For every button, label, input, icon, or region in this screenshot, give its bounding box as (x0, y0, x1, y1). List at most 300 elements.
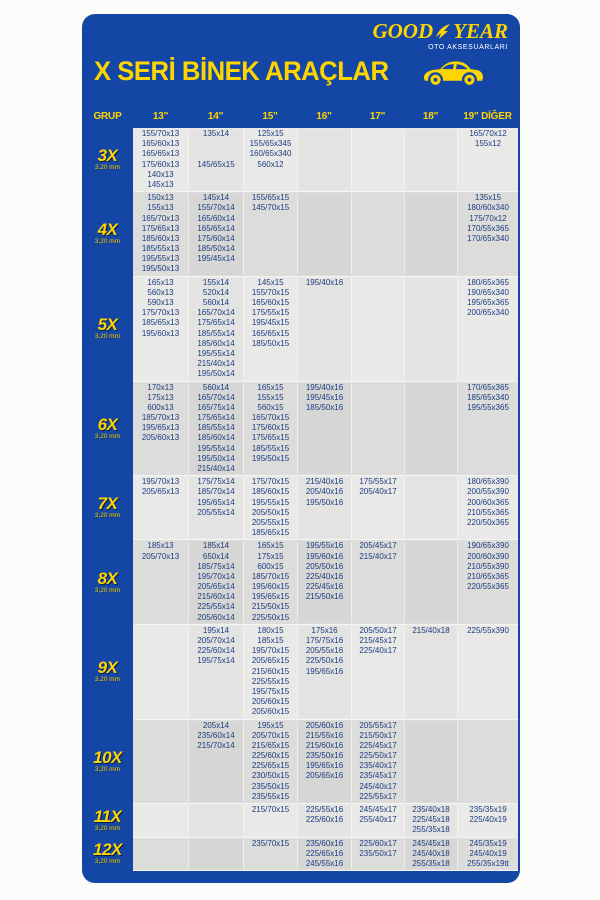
size-column-15 (243, 541, 297, 623)
column-header-13: 13" (152, 111, 169, 122)
tire-size-cell: 225/55x14 (197, 602, 235, 612)
tire-size-cell: 185/60x13 (141, 233, 180, 243)
tire-size-cell: 235/70x15 (251, 838, 290, 848)
tire-size-cell: 185/70x13 (141, 413, 180, 423)
size-column-13 (133, 129, 188, 190)
tire-size-cell: 520x14 (202, 287, 230, 297)
tire-size-cell: 225/50x16 (305, 656, 344, 666)
tire-size-cell: 195/65x16 (305, 666, 344, 676)
tire-size-cell: 215/40x14 (197, 359, 235, 369)
group-label (82, 382, 133, 476)
tire-size-cell: 185/55x13 (141, 244, 180, 254)
tire-size-cell: 185/60x14 (197, 433, 235, 443)
tire-size-cell: 205x14 (202, 720, 230, 730)
size-column-13 (133, 193, 188, 275)
tire-size-cell: 225/45x18 (412, 815, 450, 825)
group-band-11x (82, 804, 518, 837)
tire-size-cell: 195/50x16 (305, 497, 344, 507)
size-column-15 (243, 626, 297, 718)
tire-size-cell: 205/55x17 (359, 720, 397, 730)
size-column-17 (351, 839, 404, 870)
size-column-17 (351, 383, 404, 475)
tire-size-cell: 180x15 (257, 625, 284, 635)
tire-size-cell: 195/40x16 (305, 277, 344, 287)
tire-size-cell: 175x16 (311, 625, 338, 635)
group-band-4x (82, 192, 518, 276)
tire-size-cell: 205/55x14 (197, 507, 235, 517)
tire-size-cell: 255/40x17 (359, 815, 397, 825)
tire-size-cell: 165/65x15 (251, 328, 290, 338)
tire-size-cell: 235/55x15 (251, 791, 290, 801)
tire-size-cell: 185/60x14 (197, 338, 235, 348)
chart-card (82, 14, 520, 883)
table-header-row (82, 108, 518, 126)
tire-size-cell: 165/65x13 (141, 149, 180, 159)
column-header-grup: GRUP (93, 111, 122, 122)
tire-size-cell: 170/55x365 (467, 223, 509, 233)
size-column-13 (133, 278, 188, 380)
size-column-19 (457, 383, 518, 475)
tire-size-cell: 215/60x16 (305, 740, 344, 750)
tire-size-cell: 170x13 (147, 382, 174, 392)
size-column-15 (243, 721, 297, 803)
tire-size-cell: 195/65x16 (305, 761, 344, 771)
tire-size-cell: 145x13 (147, 179, 174, 189)
tire-size-cell: 185/55x14 (197, 423, 235, 433)
group-sizes (133, 720, 518, 804)
tire-size-cell: 175/70x15 (251, 477, 290, 487)
tire-size-cell: 155/70x14 (197, 203, 235, 213)
tire-size-cell: 245/55x16 (305, 858, 344, 868)
size-column-19 (457, 839, 518, 870)
group-thickness: 3,20 mm (94, 512, 121, 520)
tire-size-cell: 135x15 (474, 193, 502, 203)
tire-size-cell: 155x12 (474, 139, 502, 149)
tire-size-cell: 165/60x14 (197, 213, 235, 223)
tire-size-cell: 155/70x13 (141, 129, 180, 138)
tire-size-cell: 195/60x15 (251, 582, 290, 592)
tire-size-cell: 185/65x340 (467, 392, 509, 402)
tire-size-cell: 215/50x17 (359, 730, 397, 740)
tire-size-cell: 185x13 (147, 541, 174, 551)
group-thickness: 3,20 mm (94, 238, 121, 246)
size-column-15 (243, 193, 297, 275)
tire-size-cell: 175/60x14 (197, 233, 235, 243)
column-header-17: 17" (369, 111, 386, 122)
tire-size-cell: 560x13 (147, 287, 174, 297)
tire-size-cell: 195/55x14 (197, 443, 235, 453)
tire-size-cell: 185x14 (202, 541, 230, 551)
group-name: 3X (97, 146, 118, 166)
tire-size-cell: 235/50x15 (251, 781, 290, 791)
tire-size-cell: 205/65x16 (305, 771, 344, 781)
tire-size-cell: 165/70x15 (251, 413, 290, 423)
size-column-16 (297, 721, 351, 803)
tire-size-cell: 125x15 (257, 129, 284, 138)
tire-size-cell: 155x14 (202, 277, 230, 287)
tire-size-cell: 195/40x16 (305, 382, 344, 392)
tire-size-cell: 235/35x19 (469, 805, 507, 814)
tire-size-cell: 560x14 (202, 382, 230, 392)
tire-size-cell: 235/40x17 (359, 761, 397, 771)
tire-size-cell: 195/55x16 (305, 541, 344, 551)
size-column-17 (351, 721, 404, 803)
tire-size-cell: 195/50x15 (251, 453, 290, 463)
tire-size-cell: 165x15 (257, 382, 284, 392)
tire-size-cell: 225/55x15 (251, 676, 290, 686)
column-header-15: 15" (262, 111, 278, 122)
size-column-18 (404, 193, 457, 275)
tire-size-cell: 190/65x390 (467, 541, 509, 551)
tire-size-cell: 205/55x15 (251, 517, 290, 527)
tire-size-cell: 225/45x16 (305, 582, 344, 592)
tire-size-cell: 150x13 (147, 193, 174, 203)
group-sizes (133, 625, 518, 719)
group-name: 7X (97, 494, 118, 514)
size-column-16 (297, 193, 351, 275)
group-name: 5X (97, 315, 118, 335)
group-thickness: 3,20 mm (94, 586, 121, 594)
column-header-19DİĞER: 19" DİĞER (463, 111, 512, 122)
tire-size-cell (189, 149, 243, 159)
size-column-19 (457, 626, 518, 718)
tire-size-cell: 215/70x15 (251, 805, 290, 814)
tire-size-cell: 195/45x14 (197, 254, 235, 264)
tire-size-cell: 215/55x16 (305, 730, 344, 740)
tire-size-cell: 185x15 (257, 636, 284, 645)
tire-size-cell: 175/60x13 (141, 159, 180, 169)
size-column-16 (297, 541, 351, 623)
tire-size-cell: 215/40x14 (197, 464, 235, 473)
tire-size-cell: 195/65x13 (141, 423, 180, 433)
group-label (82, 804, 133, 837)
size-column-15 (243, 477, 297, 538)
size-column-19 (457, 477, 518, 538)
tire-size-cell: 255/35x19tt (467, 858, 509, 868)
tire-size-cell: 165/70x14 (197, 308, 235, 318)
tire-size-cell: 215/40x17 (359, 551, 397, 561)
tire-size-cell: 135x14 (202, 129, 230, 138)
tire-size-cell: 205/45x17 (359, 541, 397, 551)
tire-size-cell: 165x15 (257, 541, 284, 551)
tire-size-cell: 175x15 (257, 551, 284, 561)
size-column-17 (351, 278, 404, 380)
size-column-14 (188, 477, 243, 538)
tire-size-cell: 205/50x17 (359, 625, 397, 635)
tire-size-cell: 190/65x340 (467, 287, 509, 297)
tire-size-cell: 225/65x16 (305, 848, 344, 858)
tire-size-cell: 205/60x16 (305, 720, 344, 730)
size-column-14 (188, 129, 243, 190)
tire-size-cell: 195x15 (257, 720, 284, 730)
size-column-18 (404, 839, 457, 870)
group-sizes (133, 540, 518, 624)
tire-size-cell: 195/70x13 (141, 477, 180, 487)
tire-size-cell: 210/65x365 (467, 571, 509, 581)
tire-size-cell: 215/45x17 (359, 636, 397, 645)
size-column-16 (297, 626, 351, 718)
group-name: 12X (93, 840, 122, 860)
tire-size-cell: 175/55x17 (359, 477, 397, 487)
size-column-16 (297, 129, 351, 190)
tire-size-cell: 185/55x14 (197, 328, 235, 338)
group-sizes (133, 838, 518, 871)
tire-size-cell: 205/50x15 (251, 507, 290, 517)
tire-size-cell: 170/65x365 (467, 382, 509, 392)
tire-size-cell: 155x13 (147, 203, 174, 213)
size-column-18 (404, 541, 457, 623)
tire-size-cell: 195/45x15 (251, 318, 290, 328)
size-column-13 (133, 721, 188, 803)
tire-size-cell: 225/60x14 (197, 646, 235, 656)
tire-size-cell: 205/65x14 (197, 582, 235, 592)
tire-size-cell: 185/50x15 (251, 338, 290, 348)
tire-size-cell: 185/65x15 (251, 528, 290, 538)
tire-size-cell: 215/70x14 (197, 740, 235, 750)
logo-line (372, 21, 508, 42)
tire-size-cell: 155/65x345 (249, 139, 292, 149)
column-header-18: 18" (422, 111, 439, 122)
group-label (82, 476, 133, 539)
size-column-13 (133, 626, 188, 718)
tire-size-cell: 195/60x16 (305, 551, 344, 561)
tire-size-cell: 165/75x14 (197, 402, 235, 412)
size-column-15 (243, 278, 297, 380)
group-label (82, 720, 133, 804)
tire-size-cell: 160/65x340 (249, 149, 292, 159)
size-column-18 (404, 278, 457, 380)
tire-size-cell: 215/50x16 (305, 592, 344, 602)
column-header-16: 16" (316, 111, 332, 122)
group-thickness: 3,20 mm (94, 164, 121, 172)
size-column-16 (297, 278, 351, 380)
size-column-13 (133, 541, 188, 623)
group-band-7x (82, 476, 518, 539)
group-thickness: 3,20 mm (94, 858, 121, 866)
group-sizes (133, 804, 518, 837)
tire-size-cell: 205/40x17 (359, 487, 397, 497)
group-name: 10X (93, 747, 122, 767)
tire-size-cell: 165/70x12 (469, 129, 507, 138)
tire-size-cell: 180/60x340 (467, 203, 509, 213)
page-title: X SERİ BİNEK ARAÇLAR (94, 56, 389, 86)
tire-size-cell: 175/75x14 (197, 477, 235, 487)
logo-subtitle: OTO AKSESUARLARI (428, 44, 508, 51)
group-sizes (133, 277, 518, 381)
tire-size-cell: 195/75x15 (251, 686, 290, 696)
tire-size-cell: 185/70x15 (251, 571, 290, 581)
tire-size-cell: 185/70x14 (197, 487, 235, 497)
size-column-14 (188, 541, 243, 623)
tire-size-cell: 145x15 (257, 277, 284, 287)
tire-size-cell: 205/60x15 (251, 707, 290, 717)
tire-size-cell: 210/55x390 (467, 561, 509, 571)
group-thickness: 3,20 mm (94, 432, 121, 440)
group-thickness: 3,20 mm (94, 676, 121, 684)
tire-size-cell: 195/55x13 (141, 254, 180, 264)
tire-size-cell: 185/50x16 (305, 402, 344, 412)
tire-size-cell: 195/65x365 (467, 298, 509, 307)
size-column-19 (457, 541, 518, 623)
tire-size-cell: 215/65x15 (251, 740, 290, 750)
tire-size-cell: 155/70x15 (251, 287, 290, 297)
tire-size-cell: 225/40x16 (305, 571, 344, 581)
tire-size-cell: 200/55x390 (467, 487, 509, 497)
tire-size-cell: 235/60x14 (197, 730, 235, 740)
group-name: 6X (97, 414, 118, 434)
tire-size-cell: 590x13 (147, 298, 174, 307)
tire-size-cell: 175/65x13 (141, 223, 180, 233)
tire-size-cell: 165/60x15 (251, 298, 290, 307)
size-column-14 (188, 626, 243, 718)
size-column-13 (133, 477, 188, 538)
tire-size-cell: 155/65x15 (251, 193, 290, 203)
goodyear-logo (372, 21, 508, 51)
size-column-14 (188, 278, 243, 380)
tire-size-cell: 255/35x18 (412, 858, 450, 868)
tire-size-cell: 195/55x15 (251, 497, 290, 507)
size-column-13 (133, 839, 188, 870)
tire-size-cell: 175/65x15 (251, 433, 290, 443)
tire-size-cell: 155x15 (257, 392, 284, 402)
tire-size-cell: 225/65x15 (251, 761, 290, 771)
size-column-18 (404, 721, 457, 803)
tire-size-cell: 220/50x365 (467, 517, 509, 527)
tire-size-cell: 140x13 (147, 169, 174, 179)
tire-size-cell: 245/45x18 (412, 838, 450, 848)
size-column-17 (351, 805, 404, 836)
tire-size-cell: 220/55x365 (467, 582, 509, 592)
tire-size-cell: 225/60x16 (305, 815, 344, 825)
size-column-17 (351, 626, 404, 718)
tire-size-cell: 195/65x15 (251, 592, 290, 602)
tire-size-cell: 225/50x15 (251, 612, 290, 622)
group-name: 11X (93, 806, 122, 826)
tire-size-cell: 175/60x15 (251, 423, 290, 433)
tire-size-cell: 205/60x15 (251, 697, 290, 707)
size-column-15 (243, 129, 297, 190)
tire-size-cell: 185/65x13 (141, 318, 180, 328)
tire-size-cell: 195/50x14 (197, 453, 235, 463)
size-column-19 (457, 278, 518, 380)
tire-size-cell: 560x14 (202, 298, 230, 307)
tire-size-cell: 255/35x18 (412, 825, 450, 835)
group-label (82, 625, 133, 719)
logo-good: GOOD (372, 19, 434, 43)
tire-size-cell: 200/60x390 (467, 551, 509, 561)
tire-size-cell: 175/70x12 (469, 213, 507, 223)
size-column-14 (188, 805, 243, 836)
tire-size-cell: 600x13 (147, 402, 174, 412)
size-column-13 (133, 383, 188, 475)
tire-size-cell: 180/65x365 (467, 277, 509, 287)
tire-size-cell: 235/60x16 (305, 838, 344, 848)
tire-size-cell: 195x14 (202, 625, 230, 635)
size-column-17 (351, 477, 404, 538)
group-band-8x (82, 540, 518, 624)
tire-size-cell: 600x15 (257, 561, 284, 571)
tire-size-cell: 205/70x14 (197, 636, 235, 645)
tire-size-cell: 225/55x17 (359, 791, 397, 801)
tire-size-cell: 195/75x14 (197, 656, 235, 666)
group-label (82, 838, 133, 871)
size-column-14 (188, 721, 243, 803)
tire-size-cell: 145/65x15 (197, 159, 235, 169)
tire-size-cell: 195/50x14 (197, 369, 235, 379)
group-name: 4X (97, 220, 118, 240)
group-sizes (133, 128, 518, 191)
tire-size-cell: 195/55x365 (467, 402, 509, 412)
tire-size-cell: 205/60x14 (197, 612, 235, 622)
tire-size-cell: 165/60x13 (141, 139, 180, 149)
group-label (82, 277, 133, 381)
tire-size-cell: 185/55x15 (251, 443, 290, 453)
tire-size-cell: 245/40x17 (359, 781, 397, 791)
group-band-3x (82, 128, 518, 191)
tire-size-cell: 245/40x19 (469, 848, 507, 858)
tire-size-cell: 205/70x15 (251, 730, 290, 740)
tire-size-cell: 145x14 (202, 193, 230, 203)
group-band-6x (82, 382, 518, 476)
size-column-17 (351, 129, 404, 190)
tire-size-cell: 245/35x19 (469, 838, 507, 848)
tire-size-cell: 180/65x390 (467, 477, 509, 487)
tire-size-cell: 225/50x17 (359, 751, 397, 761)
wingfoot-icon (435, 23, 451, 41)
tire-size-cell: 650x14 (202, 551, 230, 561)
size-column-18 (404, 626, 457, 718)
tire-size-cell: 200/65x340 (467, 308, 509, 318)
tire-size-cell: 195/50x13 (141, 264, 180, 274)
tire-size-cell: 195/70x15 (251, 646, 290, 656)
size-column-18 (404, 805, 457, 836)
tire-size-cell: 175/65x14 (197, 318, 235, 328)
size-column-15 (243, 839, 297, 870)
title-row (94, 56, 484, 87)
tire-size-cell: 245/45x17 (359, 805, 397, 814)
tire-size-cell: 205/40x16 (305, 487, 344, 497)
tire-size-cell: 185/75x14 (197, 561, 235, 571)
size-column-13 (133, 805, 188, 836)
tire-size-cell: 175/55x15 (251, 308, 290, 318)
size-column-19 (457, 805, 518, 836)
tire-size-cell: 235/40x18 (412, 805, 450, 814)
tire-size-cell: 215/50x15 (251, 602, 290, 612)
tire-size-cell: 225/55x390 (467, 625, 509, 635)
tire-size-cell: 185/50x14 (197, 244, 235, 254)
tire-size-cell: 205/65x15 (251, 656, 290, 666)
tire-size-cell: 235/45x17 (359, 771, 397, 781)
tire-size-cell: 245/40x18 (412, 848, 450, 858)
tire-size-cell: 225/60x15 (251, 751, 290, 761)
tire-size-cell: 225/40x19 (469, 815, 507, 825)
tire-size-cell: 205/55x16 (305, 646, 344, 656)
tire-size-cell: 170/65x340 (467, 233, 509, 243)
tire-size-cell: 205/50x16 (305, 561, 344, 571)
size-column-14 (188, 383, 243, 475)
size-column-15 (243, 805, 297, 836)
group-thickness: 3,20 mm (94, 824, 121, 832)
size-column-16 (297, 477, 351, 538)
group-name: 8X (97, 568, 118, 588)
tire-size-cell: 225/55x16 (305, 805, 344, 814)
tire-size-cell: 175/75x16 (305, 636, 344, 645)
size-column-14 (188, 839, 243, 870)
tire-size-cell: 175x13 (147, 392, 174, 402)
tire-size-cell: 145/70x15 (251, 203, 290, 213)
tire-size-cell: 235/50x17 (359, 848, 397, 858)
size-column-16 (297, 805, 351, 836)
